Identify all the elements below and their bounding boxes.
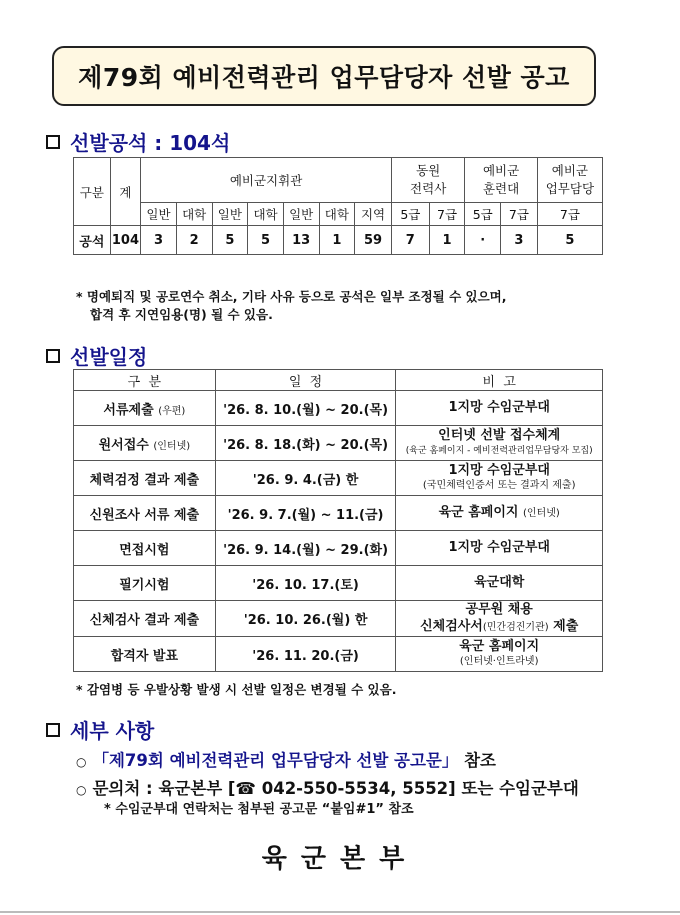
cell-value: 7 <box>391 226 429 255</box>
contact-text: 문의처 : 육군본부 [☎ 042-550-5534, 5552] 또는 수임군부대 <box>92 779 579 798</box>
header-gubun: 구분 <box>74 158 111 226</box>
section-schedule-label: 선발일정 <box>70 345 148 369</box>
checkbox-square-icon <box>46 135 60 149</box>
circle-bullet-icon: ○ <box>76 755 87 769</box>
header-grade-5b: 5급 <box>465 203 501 226</box>
cell-value: 3 <box>501 226 538 255</box>
table-row <box>74 531 603 566</box>
schedule-remark-sub: (인터넷·인트라넷) <box>459 655 539 667</box>
header-remarks: 비 고 <box>396 370 603 391</box>
schedule-remark <box>396 496 603 531</box>
header-reserve-manager <box>537 158 602 203</box>
header-grade-7a: 7급 <box>429 203 465 226</box>
detail-item-notice <box>76 747 496 771</box>
table-row <box>74 637 603 672</box>
schedule-item: 신원조사 서류 제출 <box>74 496 216 531</box>
header-training-line2: 훈련대 <box>482 181 520 196</box>
schedule-remark-main: 1지망 수임군부대 <box>448 462 550 478</box>
cell-value: 1 <box>429 226 465 255</box>
schedule-table <box>73 369 603 672</box>
schedule-remark-doc: 신체검사서 <box>420 619 483 634</box>
cell-value: 1 <box>319 226 355 255</box>
schedule-item <box>74 391 216 426</box>
schedule-remark-sub: (민간검진기관) <box>482 622 549 633</box>
header-mobilization <box>391 158 464 203</box>
cell-total: 104 <box>110 226 140 255</box>
header-univ-2: 대학 <box>248 203 284 226</box>
schedule-date: '26. 11. 20.(금) <box>215 637 396 672</box>
header-grade-5a: 5급 <box>391 203 429 226</box>
schedule-remark <box>396 601 603 637</box>
detail-item-tail: 참조 <box>458 751 496 770</box>
header-reserve-commander: 예비군지휘관 <box>141 158 392 203</box>
vacancy-note-line2: 합격 후 지연임용(명) 될 수 있음. <box>90 307 273 322</box>
schedule-date: '26. 10. 26.(월) 한 <box>215 601 396 637</box>
schedule-note: * 감염병 등 우발상황 발생 시 선발 일정은 변경될 수 있음. <box>76 682 397 697</box>
schedule-remark-sub: (인터넷) <box>523 507 560 519</box>
issuer-signature: 육군본부 <box>261 844 419 874</box>
header-mobilization-line2: 전력사 <box>410 181 447 196</box>
cell-value: 59 <box>355 226 392 255</box>
title-text: 제79회 예비전력관리 업무담당자 선발 공고 <box>78 63 570 92</box>
schedule-remark-sub: (국민체력인증서 또는 결과지 제출) <box>422 479 576 491</box>
cell-value: · <box>465 226 501 255</box>
section-details-label: 세부 사항 <box>70 719 155 743</box>
schedule-date: '26. 8. 18.(화) ~ 20.(목) <box>215 426 396 461</box>
header-univ-3: 대학 <box>319 203 355 226</box>
notice-document-link[interactable]: 「제79회 예비전력관리 업무담당자 선발 공고문」 <box>92 751 459 770</box>
schedule-item-sub: (인터넷) <box>153 440 191 452</box>
cell-value: 5 <box>248 226 284 255</box>
section-vacancies-label: 선발공석 : <box>70 131 170 155</box>
header-gen-3: 일반 <box>283 203 319 226</box>
header-univ-1: 대학 <box>176 203 212 226</box>
schedule-item: 면접시험 <box>74 531 216 566</box>
table-row <box>74 566 603 601</box>
circle-bullet-icon: ○ <box>76 783 87 797</box>
cell-value: 5 <box>537 226 602 255</box>
contact-note: * 수임군부대 연락처는 첨부된 공고문 “붙임#1” 참조 <box>104 802 414 817</box>
cell-value: 5 <box>212 226 248 255</box>
schedule-remark: 육군대학 <box>396 566 603 601</box>
schedule-item-name: 서류제출 <box>103 402 154 418</box>
vacancy-table <box>73 157 603 255</box>
section-schedule-heading <box>46 341 147 370</box>
header-grade-7b: 7급 <box>501 203 538 226</box>
checkbox-square-icon <box>46 349 60 363</box>
schedule-remark <box>396 637 603 672</box>
page-divider <box>0 911 680 913</box>
schedule-date: '26. 9. 14.(월) ~ 29.(화) <box>215 531 396 566</box>
schedule-remark-main: 공무원 채용 <box>465 602 533 617</box>
header-region: 지역 <box>355 203 392 226</box>
header-category: 구 분 <box>74 370 216 391</box>
table-row <box>74 226 603 255</box>
header-gen-1: 일반 <box>141 203 177 226</box>
schedule-item: 합격자 발표 <box>74 637 216 672</box>
cell-value: 13 <box>283 226 319 255</box>
schedule-remark-sub: (육군 홈페이지 - 예비전력관리업무담당자 모집) <box>405 445 593 456</box>
table-row <box>74 426 603 461</box>
header-training-line1: 예비군 <box>482 163 520 178</box>
section-vacancies-value: 104석 <box>169 131 231 155</box>
header-training-unit <box>465 158 537 203</box>
schedule-item-sub: (우편) <box>158 405 186 417</box>
vacancy-note-line1: * 명예퇴직 및 공로연수 취소, 기타 사유 등으로 공석은 일부 조정될 수 있으며, <box>76 289 507 304</box>
table-row <box>74 496 603 531</box>
schedule-date: '26. 9. 4.(금) 한 <box>215 461 396 496</box>
schedule-remark <box>396 461 603 496</box>
section-vacancies-heading <box>46 127 230 156</box>
schedule-date: '26. 10. 17.(토) <box>215 566 396 601</box>
header-schedule: 일 정 <box>215 370 396 391</box>
schedule-remark: 1지망 수임군부대 <box>396 531 603 566</box>
header-mobilization-line1: 동원 <box>416 163 441 178</box>
schedule-item: 신체검사 결과 제출 <box>74 601 216 637</box>
header-gen-2: 일반 <box>212 203 248 226</box>
cell-value: 2 <box>176 226 212 255</box>
schedule-date: '26. 8. 10.(월) ~ 20.(목) <box>215 391 396 426</box>
schedule-item-name: 원서접수 <box>98 437 149 453</box>
schedule-remark-tail: 제출 <box>548 619 579 634</box>
detail-item-contact <box>76 775 579 799</box>
schedule-remark-main: 육군 홈페이지 <box>438 504 519 520</box>
schedule-remark-main: 인터넷 선발 접수체계 <box>438 427 561 443</box>
header-total: 계 <box>110 158 140 226</box>
table-row <box>74 461 603 496</box>
schedule-item <box>74 426 216 461</box>
schedule-item: 체력검정 결과 제출 <box>74 461 216 496</box>
announcement-title <box>52 46 596 106</box>
row-label: 공석 <box>74 226 111 255</box>
schedule-date: '26. 9. 7.(월) ~ 11.(금) <box>215 496 396 531</box>
section-details-heading <box>46 715 154 744</box>
table-row <box>74 391 603 426</box>
header-manager-line1: 예비군 <box>551 163 589 178</box>
schedule-remark <box>396 426 603 461</box>
schedule-remark: 1지망 수임군부대 <box>396 391 603 426</box>
cell-value: 3 <box>141 226 177 255</box>
schedule-item: 필기시험 <box>74 566 216 601</box>
header-grade-7c: 7급 <box>537 203 602 226</box>
header-manager-line2: 업무담당 <box>545 181 595 196</box>
checkbox-square-icon <box>46 723 60 737</box>
schedule-remark-main: 육군 홈페이지 <box>459 638 540 654</box>
table-row <box>74 601 603 637</box>
